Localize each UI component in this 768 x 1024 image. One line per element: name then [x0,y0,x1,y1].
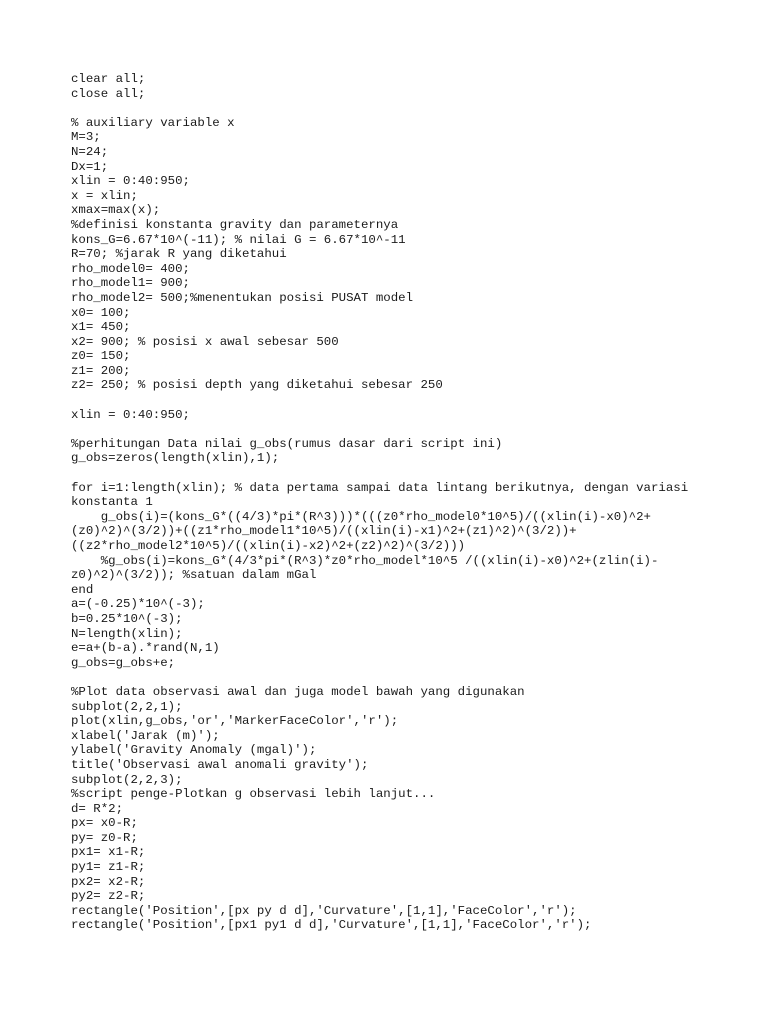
code-line: %Plot data observasi awal dan juga model bawah yang digunakan [71,684,525,699]
code-line [71,670,711,685]
code-line: z2= 250; % posisi depth yang diketahui sebesar 250 [71,378,443,393]
code-line: R=70; %jarak R yang diketahui [71,247,287,262]
code-line: subplot(2,2,1); [71,699,183,714]
code-line: px= x0-R; [71,816,138,831]
code-line: for i=1:length(xlin); % data pertama sampai data lintang berikutnya, dengan variasi [71,480,689,495]
code-line: rectangle('Position',[px1 py1 d d],'Curvature',[1,1],'FaceColor','r'); [71,918,592,933]
code-line: Dx=1; [71,159,109,174]
code-line: b=0.25*10^(-3); [71,611,183,626]
code-line: rho_model2= 500;%menentukan posisi PUSAT model [71,290,414,305]
code-line: g_obs(i)=(kons_G*((4/3)*pi*(R^3)))*(((z0*rho_model0*10^5)/((xlin(i)-x0)^2+ [71,509,651,524]
code-line: rho_model0= 400; [71,261,190,276]
code-line: px2= x2-R; [71,874,146,889]
code-line: end [71,582,94,597]
code-line [71,101,711,116]
code-line: %perhitungan Data nilai g_obs(rumus dasar dari script ini) [71,436,503,451]
code-line: N=length(xlin); [71,626,183,641]
code-line: py1= z1-R; [71,860,146,875]
code-listing [71,72,711,933]
code-line: z1= 200; [71,363,131,378]
code-line: py2= z2-R; [71,889,146,904]
code-line: x2= 900; % posisi x awal sebesar 500 [71,334,339,349]
code-line: py= z0-R; [71,830,138,845]
code-line: d= R*2; [71,801,124,816]
code-line: g_obs=zeros(length(xlin),1); [71,451,280,466]
code-line: (z0)^2)^(3/2))+((z1*rho_model1*10^5)/((xlin(i)-x1)^2+(z1)^2)^(3/2))+ [71,524,577,539]
code-line: g_obs=g_obs+e; [71,655,176,670]
code-line: close all; [71,86,146,101]
code-line: subplot(2,2,3); [71,772,183,787]
code-line: xlin = 0:40:950; [71,174,190,189]
code-line: N=24; [71,144,109,159]
code-line: rho_model1= 900; [71,276,190,291]
code-line: xlin = 0:40:950; [71,407,190,422]
code-line: title('Observasi awal anomali gravity'); [71,757,369,772]
code-line: a=(-0.25)*10^(-3); [71,597,205,612]
code-line: px1= x1-R; [71,845,146,860]
code-line [71,466,711,481]
code-line [71,393,711,408]
code-line: z0)^2)^(3/2)); %satuan dalam mGal [71,568,317,583]
code-line: kons_G=6.67*10^(-11); % nilai G = 6.67*10^-11 [71,232,406,247]
code-line: plot(xlin,g_obs,'or','MarkerFaceColor','r'); [71,714,399,729]
code-line: % auxiliary variable x [71,115,235,130]
code-line: rectangle('Position',[px py d d],'Curvature',[1,1],'FaceColor','r'); [71,903,577,918]
code-line [71,422,711,437]
code-line: %g_obs(i)=kons_G*(4/3*pi*(R^3)*z0*rho_model*10^5 /((xlin(i)-x0)^2+(zlin(i)- [71,553,659,568]
code-line: ylabel('Gravity Anomaly (mgal)'); [71,743,317,758]
code-line: x1= 450; [71,320,131,335]
code-line: e=a+(b-a).*rand(N,1) [71,641,220,656]
code-line: xlabel('Jarak (m)'); [71,728,220,743]
code-line: M=3; [71,130,101,145]
code-line: xmax=max(x); [71,203,161,218]
code-line: z0= 150; [71,349,131,364]
code-line: x0= 100; [71,305,131,320]
code-line: clear all; [71,72,146,86]
code-line: ((z2*rho_model2*10^5)/((xlin(i)-x2)^2+(z2)^2)^(3/2))) [71,539,466,553]
code-line: konstanta 1 [71,495,153,510]
code-line: %definisi konstanta gravity dan parameternya [71,217,399,232]
code-line: %script penge-Plotkan g observasi lebih lanjut... [71,787,436,802]
code-line: x = xlin; [71,188,138,203]
